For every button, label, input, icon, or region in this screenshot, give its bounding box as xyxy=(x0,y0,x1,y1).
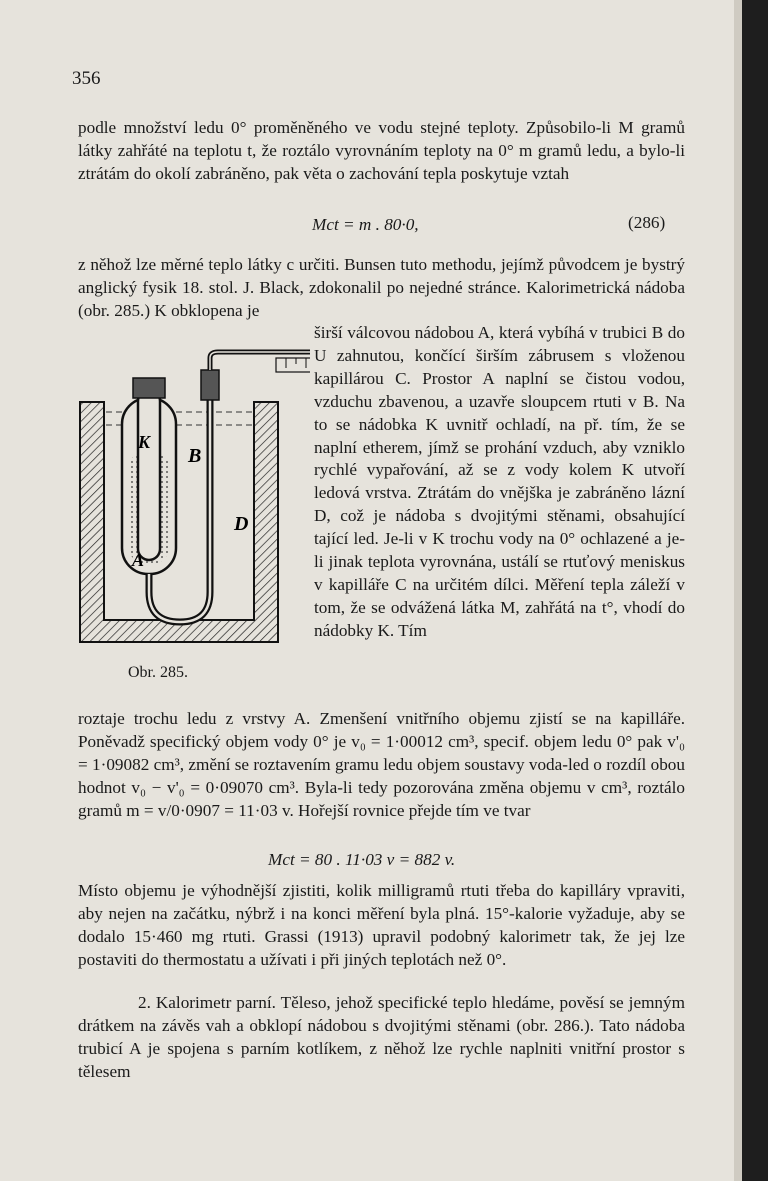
label-k: K xyxy=(138,432,151,452)
equation-number: (286) xyxy=(628,213,666,232)
label-b: B xyxy=(188,445,202,467)
paragraph-3: roztaje trochu ledu z vrstvy A. Zmenšení vnitřního objemu zjistí se na kapilláře. Poněvadž specifický objem vody 0° je v₀ = 1·00012 cm³, specif. objem ledu 0° pak v'₀ = 1·09082 cm³, změní se roztavením gramu ledu objem soustavy voda-led o rozdíl obou hodnot v₀ − v'₀ = 0·09070 cm³. Byla-li tedy pozorována změna objemu v cm³, roztálo gramů m = v/0·0907 = 11·03 v. Hořejší rovnice přejde tím ve tvar xyxy=(78,709,685,820)
label-a: A xyxy=(132,550,145,570)
paragraph-2: z něhož lze měrné teplo látky c určiti. Bunsen tuto methodu, jejímž původcem je bystrý anglický fysik 18. stol. J. Black, zdokonalil po nejedné stránce. Kalorimetrická nádoba (obr. 285.) K obklopena je xyxy=(78,255,685,320)
page-number: 356 xyxy=(72,68,101,89)
page-edge xyxy=(742,0,768,1181)
equation-2: Mct = 80 . 11·03 v = 882 v. xyxy=(268,850,456,869)
figure-caption: Obr. 285. xyxy=(128,664,188,681)
equation-286: Mct = m . 80·0, xyxy=(312,215,419,234)
side-text: širší válcovou nádobou A, která vybíhá v trubici B do U zahnutou, končící širším zábrusem s vloženou kapillárou C. Prostor A naplní se čistou vodou, vzduchu zbavenou, a uzavře sloupcem rtuti v B. Na to se nádobka K uvnitř ochladí, na př. tím, že se naplní etherem, jímž se prohání vzduch, aby vzniklo rychlé vypařování, až se z vody kolem K utvoří ledová vrstva. Ztrátám do vnějška je zabráněno lázní D, což je nádoba s dvojitými stěnami, obsahující tající led. Je-li v K trochu vody na 0° ochlazené a je-li jinak teplota vyrovnána, ustálí se rtuťový meniskus v kapilláře C na určitém dílci. Měření tepla záleží v tom, že se odvážená látka M, zahřátá na t°, vhodí do nádobky K. Tím xyxy=(314,323,685,640)
label-d: D xyxy=(234,513,249,535)
paragraph-4: Místo objemu je výhodnější zjistiti, kolik milligramů rtuti třeba do kapilláry vpraviti, aby nejen na začátku, nýbrž i na konci měření byla plná. 15°-kalorie vyžaduje, aby se dodalo 15·460 mg rtuti. Grassi (1913) upravil podobný kalorimetr tak, že jej lze postaviti do thermostatu a užívati i při jiných teplotách než 0°. xyxy=(78,881,685,969)
paragraph-1: podle množství ledu 0° proměněného ve vodu stejné teploty. Způsobilo-li M gramů látky zahřáté na teplotu t, že roztálo vyrovnáním teploty na 0° m gramů ledu, a bylo-li ztrátám do okolí zabráněno, pak věta o zachování tepla poskytuje vztah xyxy=(78,118,685,183)
calorimeter-figure xyxy=(70,330,310,660)
tube-k xyxy=(138,390,160,560)
paragraph-5: 2. Kalorimetr parní. Těleso, jehož specifické teplo hledáme, pověsí se jemným drátkem na závěs vah a obklopí nádobou s dvojitými stěnami (obr. 286.). Tato nádoba trubicí A je spojena s parním kotlíkem, z něhož lze rychle naplniti vnitřní prostor s tělesem xyxy=(78,993,685,1081)
